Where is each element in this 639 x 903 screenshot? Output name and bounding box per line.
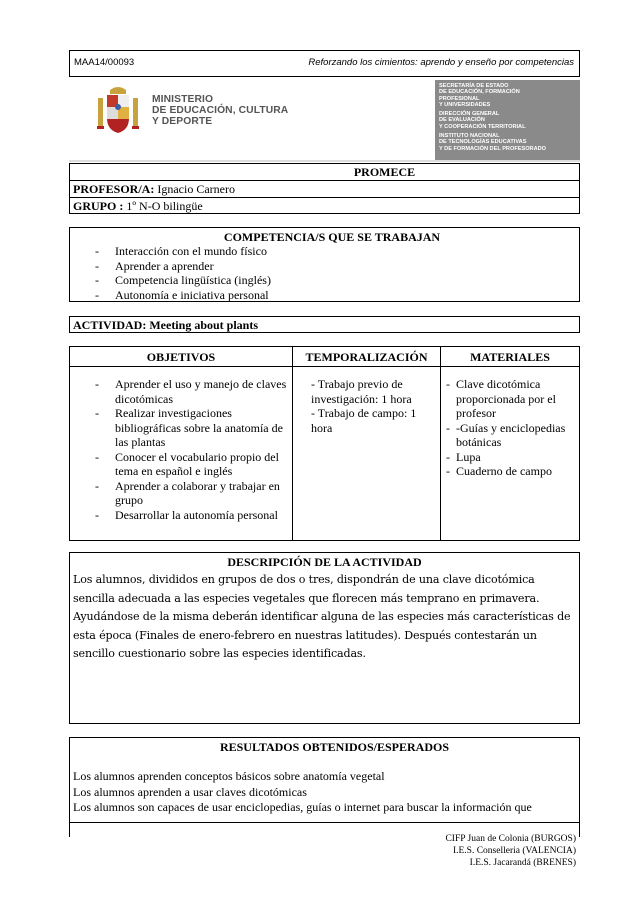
list-item: - Trabajo de campo: 1 hora (311, 406, 417, 435)
list-item: - Autonomía e iniciativa personal (70, 288, 579, 303)
list-item: - Lupa (441, 450, 579, 465)
descripcion-box (69, 552, 580, 724)
list-item: Los alumnos aprenden conceptos básicos sobre anatomía vegetal (73, 769, 385, 783)
profesor-row: PROFESOR/A: Ignacio Carnero (73, 182, 235, 196)
ministry-name: MINISTERIO DE EDUCACIÓN, CULTURA Y DEPORTE (152, 94, 289, 127)
resultados-body (70, 755, 579, 816)
planning-table (69, 346, 580, 541)
promece-box (69, 163, 580, 214)
materiales-header: MATERIALES (441, 347, 579, 367)
list-item: - Interacción con el mundo físico (70, 244, 579, 259)
list-item: - Realizar investigaciones bibliográficas sobre la anatomía de las plantas (70, 406, 292, 450)
document-code: MAA14/00093 (74, 57, 135, 68)
competencias-list (70, 244, 579, 302)
logo-divider (69, 160, 580, 162)
list-item: - Aprender el uso y manejo de claves dicotómicas (70, 377, 292, 406)
grupo-row: GRUPO : 1º N-O bilingüe (70, 197, 579, 213)
promece-title: PROMECE (70, 164, 579, 181)
descripcion-title: DESCRIPCIÓN DE LA ACTIVIDAD (227, 555, 422, 569)
actividad-label: ACTIVIDAD: Meeting about plants (69, 316, 580, 333)
temporalizacion-header: TEMPORALIZACIÓN (293, 347, 440, 367)
secretaria-logo-block: SECRETARÍA DE ESTADO DE EDUCACIÓN, FORMACIÓN PROFESIONAL Y UNIVERSIDADES DIRECCIÓN GENERAL DE EVALUACIÓN Y COOPERACIÓN TERRITORIAL INSTITUTO NACIONAL DE TECNOLOGÍAS EDUCATIVAS Y DE FORMACIÓN DEL PROFESORADO (435, 80, 580, 160)
list-item: - Competencia lingüística (inglés) (70, 273, 579, 288)
list-item: - Trabajo previo de investigación: 1 hora (311, 377, 412, 406)
descripcion-body: Los alumnos, divididos en grupos de dos o tres, dispondrán de una clave dicotómica sencilla adecuada a las especies vegetales que florecen más temprano en primavera. Ayudándose de la misma deberán identificar alguna de las especies más características de esta época (Finales de enero-febrero en nuestras latitudes). Después contestarán un sencillo cuestionario sobre las especies identificadas. (73, 573, 571, 660)
objetivos-header: OBJETIVOS (70, 347, 292, 367)
list-item: - Aprender a aprender (70, 259, 579, 274)
document-tagline: Reforzando los cimientos: aprendo y enseño por competencias (308, 57, 574, 68)
list-item: - Aprender a colaborar y trabajar en grupo (70, 479, 292, 508)
coat-of-arms-icon (96, 84, 140, 136)
competencias-title: COMPETENCIA/S QUE SE TRABAJAN (223, 230, 441, 244)
objetivos-column (70, 347, 293, 540)
temporalizacion-column (293, 347, 441, 540)
page-break-rule (69, 822, 580, 823)
list-item: - Clave dicotómica proporcionada por el profesor (441, 377, 579, 421)
list-item: - Desarrollar la autonomía personal (70, 508, 292, 523)
document-header (69, 50, 580, 77)
competencias-box (69, 227, 580, 302)
list-item: - Conocer el vocabulario propio del tema en español e inglés (70, 450, 292, 479)
ministry-logo (96, 84, 296, 136)
footer-institutions: CIFP Juan de Colonia (BURGOS) I.E.S. Conselleria (VALENCIA) I.E.S. Jacarandá (BRENES) (445, 834, 576, 868)
list-item: - -Guías y enciclopedias botánicas (441, 421, 579, 450)
list-item: Los alumnos aprenden a usar claves dicotómicas (73, 784, 307, 799)
list-item: Los alumnos son capaces de usar enciclopedias, guías o internet para buscar la información que (73, 800, 532, 814)
list-item: - Cuaderno de campo (441, 464, 579, 479)
materiales-column (441, 347, 579, 540)
resultados-title: RESULTADOS OBTENIDOS/ESPERADOS (219, 740, 450, 754)
